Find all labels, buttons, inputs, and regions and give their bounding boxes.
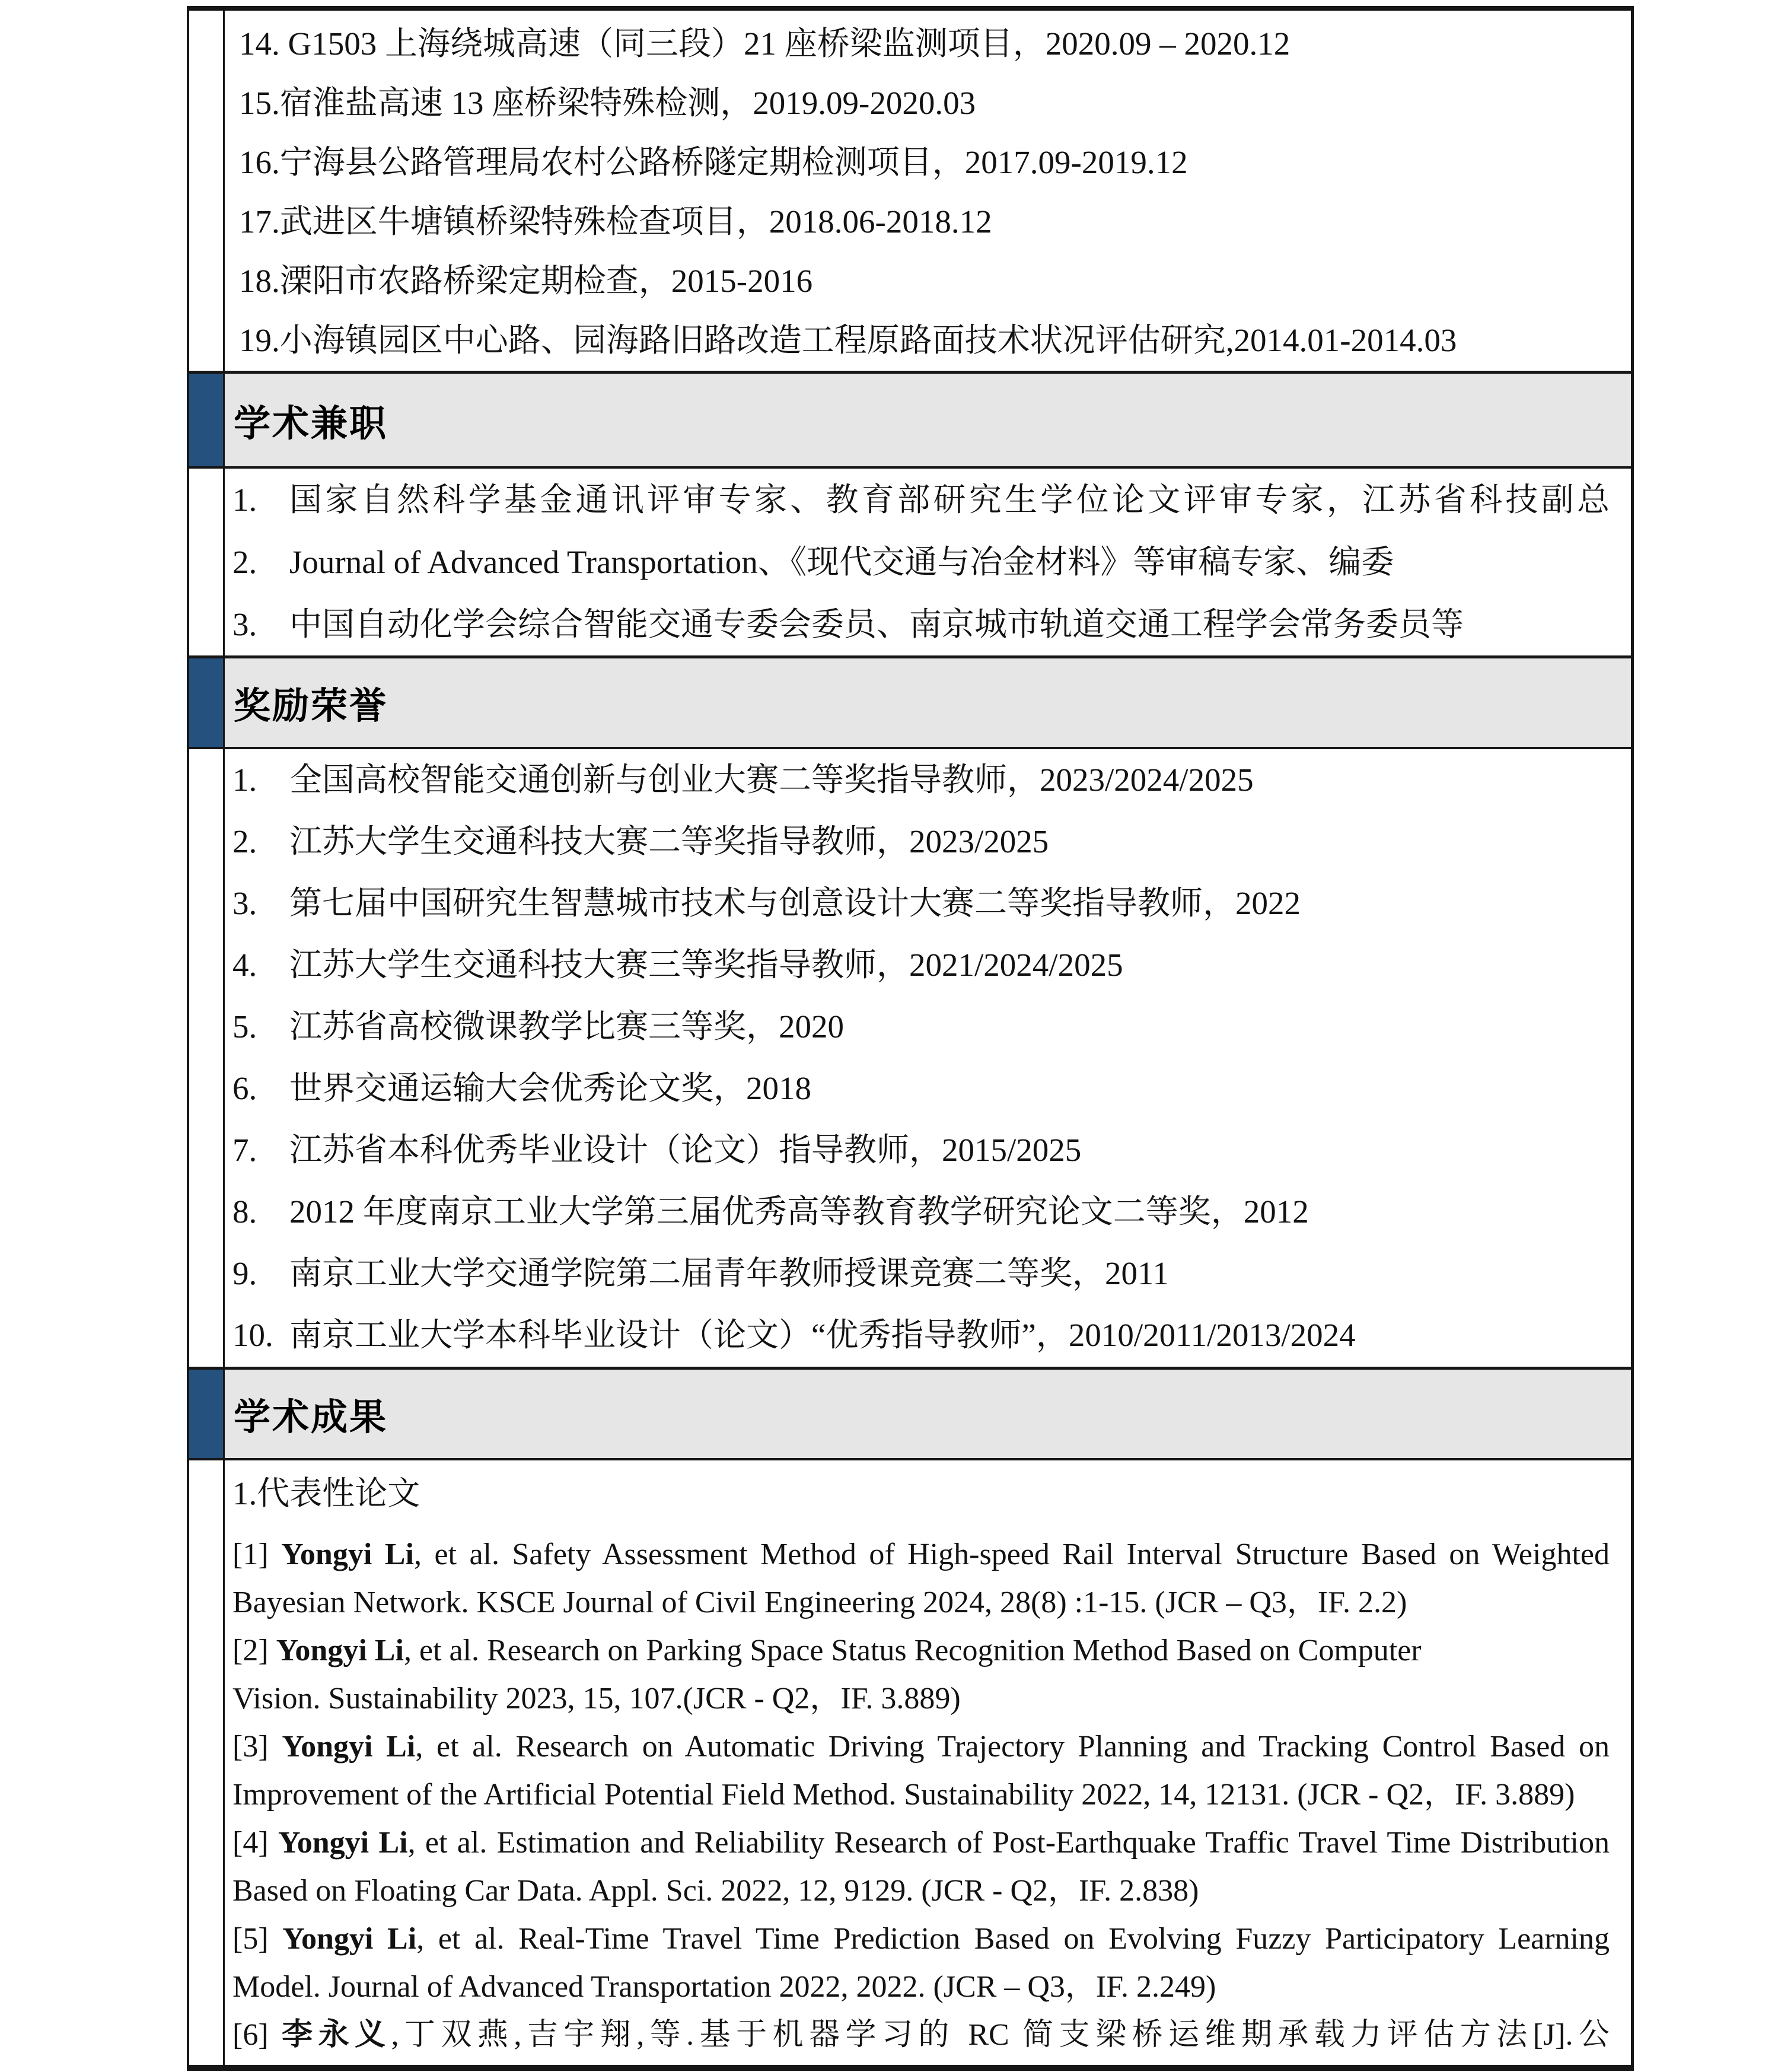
item-text: 南京工业大学本科毕业设计（论文）“优秀指导教师”，2010/2011/2013/2024 [289, 1317, 1356, 1353]
author-bold: Yongyi Li [282, 1730, 416, 1764]
item-number: 7. [232, 1132, 257, 1168]
author-bold: Yongyi Li [276, 1634, 404, 1667]
item-text: 中国自动化学会综合智能交通专委会委员、南京城市轨道交通工程学会常务委员等 [289, 606, 1464, 642]
item-text: 江苏大学生交通科技大赛二等奖指导教师，2023/2025 [289, 823, 1049, 860]
publication-line: [1] Yongyi Li, et al. Safety Assessment Method of High-speed Rail Interval Structure Based on Weighted [232, 1538, 1610, 1571]
achievements-cell [225, 1460, 1631, 2065]
left-gutter-column [189, 11, 225, 371]
publication-line: [6] 李永义,丁双燕,吉宇翔,等.基于机器学习的 RC 简支梁桥运维期承载力评估方法[J].公 [232, 2018, 1610, 2052]
cv-table [187, 6, 1634, 2071]
list-item [232, 1243, 1610, 1304]
item-number: 5. [232, 1008, 257, 1045]
publication-line: Based on Floating Car Data. Appl. Sci. 2022, 12, 9129. (JCR - Q2，IF. 2.838) [232, 1874, 1199, 1908]
list-item [232, 1058, 1610, 1119]
item-number: 2. [232, 544, 257, 580]
publication-line: Model. Journal of Advanced Transportation 2022, 2022. (JCR – Q3，IF. 2.249) [232, 1970, 1216, 2004]
item-number: 1. [232, 762, 257, 798]
list-item [232, 749, 1610, 811]
left-gutter-column [189, 1460, 225, 2065]
section-accent-block [189, 1370, 225, 1458]
project-item: 16.宁海县公路管理局农村公路桥隧定期检测项目，2017.09-2019.12 [239, 144, 1188, 180]
item-number: 2. [232, 823, 257, 860]
list-item [232, 1181, 1610, 1243]
publication-line: [2] Yongyi Li, et al. Research on Parking Space Status Recognition Method Based on Computer [232, 1634, 1422, 1667]
item-number: 3. [232, 885, 257, 921]
achievements-row [189, 1460, 1631, 2065]
item-number: 10. [232, 1317, 273, 1353]
awards-cell [225, 749, 1631, 1367]
item-text: 南京工业大学交通学院第二届青年教师授课竞赛二等奖，2011 [289, 1255, 1169, 1291]
section-header-achievements [189, 1367, 1631, 1460]
project-item: 14. G1503 上海绕城高速（同三段）21 座桥梁监测项目，2020.09 – 2020.12 [239, 26, 1291, 62]
list-item [232, 934, 1610, 996]
item-number: 4. [232, 947, 257, 983]
left-gutter-column [189, 469, 225, 655]
project-item: 17.武进区牛塘镇桥梁特殊检查项目，2018.06-2018.12 [239, 203, 992, 240]
item-text: 第七届中国研究生智慧城市技术与创意设计大赛二等奖指导教师，2022 [289, 885, 1301, 921]
papers-subtitle: 1.代表性论文 [232, 1475, 420, 1511]
section-accent-block [189, 374, 225, 466]
list-item [232, 1304, 1610, 1366]
item-number: 6. [232, 1070, 257, 1106]
item-text: 江苏大学生交通科技大赛三等奖指导教师，2021/2024/2025 [289, 947, 1123, 983]
author-bold: Yongyi Li [278, 1826, 408, 1860]
list-item [232, 469, 1610, 531]
publication-line: Improvement of the Artificial Potential Field Method. Sustainability 2022, 14, 12131. (JCR - Q2，IF. 3.889) [232, 1778, 1575, 1812]
projects-row [189, 11, 1631, 371]
item-text: 全国高校智能交通创新与创业大赛二等奖指导教师，2023/2024/2025 [289, 762, 1254, 798]
list-item [232, 873, 1610, 934]
left-gutter-column [189, 749, 225, 1367]
section-title: 学术成果 [234, 1395, 388, 1438]
item-text: Journal of Advanced Transportation、《现代交通与冶金材料》等审稿专家、编委 [289, 544, 1394, 580]
project-item: 15.宿淮盐高速 13 座桥梁特殊检测，2019.09-2020.03 [239, 85, 976, 121]
academic-service-cell [225, 469, 1631, 655]
projects-cell [225, 11, 1631, 371]
list-item [232, 996, 1610, 1058]
item-text: 江苏省高校微课教学比赛三等奖，2020 [289, 1008, 845, 1045]
awards-row [189, 749, 1631, 1367]
author-bold: Yongyi Li [282, 1922, 417, 1956]
item-text: 2012 年度南京工业大学第三届优秀高等教育教学研究论文二等奖，2012 [289, 1193, 1309, 1230]
item-text: 世界交通运输大会优秀论文奖，2018 [289, 1070, 812, 1106]
item-number: 9. [232, 1255, 257, 1291]
section-accent-block [189, 658, 225, 747]
author-bold: 李永义 [282, 2018, 391, 2052]
list-item [232, 531, 1610, 593]
author-bold: Yongyi Li [281, 1538, 414, 1571]
list-item [232, 1119, 1610, 1181]
item-number: 8. [232, 1193, 257, 1230]
section-title: 学术兼职 [234, 401, 388, 445]
publication-line: [3] Yongyi Li, et al. Research on Automatic Driving Trajectory Planning and Tracking Control Based on [232, 1730, 1610, 1764]
academic-service-row [189, 469, 1631, 655]
item-text: 国家自然科学基金通讯评审专家、教育部研究生学位论文评审专家，江苏省科技副总 [289, 482, 1610, 518]
section-title: 奖励荣誉 [234, 684, 388, 727]
publication-line: [5] Yongyi Li, et al. Real-Time Travel Time Prediction Based on Evolving Fuzzy Participatory Learning [232, 1922, 1610, 1956]
list-item [232, 593, 1610, 655]
publication-line: Bayesian Network. KSCE Journal of Civil Engineering 2024, 28(8) :1-15. (JCR – Q3，IF. 2.2) [232, 1586, 1407, 1619]
project-item: 18.溧阳市农路桥梁定期检查，2015-2016 [239, 263, 813, 299]
section-header-awards [189, 655, 1631, 749]
item-text: 江苏省本科优秀毕业设计（论文）指导教师，2015/2025 [289, 1132, 1082, 1168]
publication-line: [4] Yongyi Li, et al. Estimation and Reliability Research of Post-Earthquake Traffic Travel Time Distribution [232, 1826, 1610, 1860]
item-number: 3. [232, 606, 257, 642]
section-header-academic-service [189, 371, 1631, 469]
list-item [232, 811, 1610, 873]
publication-line: Vision. Sustainability 2023, 15, 107.(JCR - Q2，IF. 3.889) [232, 1682, 961, 1715]
item-number: 1. [232, 482, 257, 518]
project-item: 19.小海镇园区中心路、园海路旧路改造工程原路面技术状况评估研究,2014.01-2014.03 [239, 322, 1457, 358]
publication-list [232, 1530, 1610, 2059]
